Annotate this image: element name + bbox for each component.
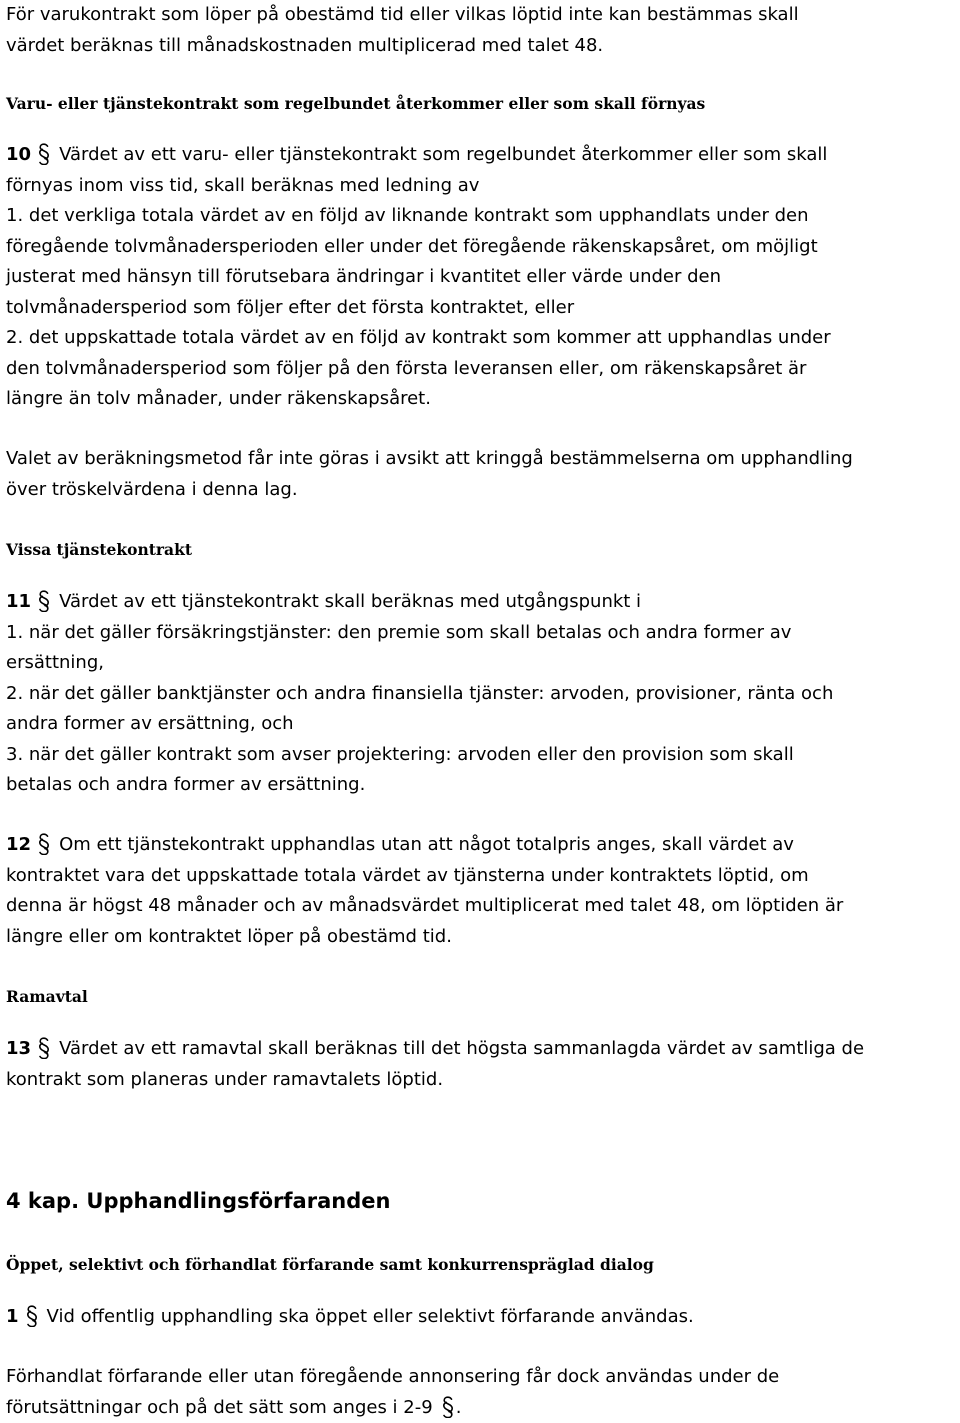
paragraph-number: 12: [6, 834, 31, 855]
text-line: denna är högst 48 månader och av månadsvärdet multiplicerat med talet 48, om löptiden är: [6, 891, 843, 922]
text-line: [6, 1393, 779, 1423]
paragraph-first-line: [6, 587, 833, 618]
closing-period: .: [456, 1397, 462, 1418]
text-line: andra former av ersättning, och: [6, 709, 833, 740]
text-line: föregående tolvmånadersperioden eller under det föregående räkenskapsåret, om möjligt: [6, 232, 831, 263]
paragraph-text: Om ett tjänstekontrakt upphandlas utan att något totalpris anges, skall värdet av: [59, 834, 794, 855]
paragraph-first-line: [6, 830, 843, 861]
text-line: kontraktet vara det uppskattade totala värdet av tjänsterna under kontraktets löptid, om: [6, 861, 843, 892]
paragraph-number: 10: [6, 144, 31, 165]
paragraph-text: Vid offentlig upphandling ska öppet eller selektivt förfarande användas.: [47, 1306, 694, 1327]
paragraph-number: 11: [6, 591, 31, 612]
intro-paragraph: [6, 0, 799, 61]
section-sign-icon: [37, 833, 51, 855]
paragraph-first-line: [6, 1302, 694, 1333]
text-line: justerat med hänsyn till förutsebara ändringar i kvantitet eller värde under den: [6, 262, 831, 293]
section-sign-icon: [441, 1396, 455, 1418]
text-line: längre eller om kontraktet löper på obestämd tid.: [6, 922, 843, 953]
chapter-number: 4 kap.: [6, 1189, 79, 1213]
paragraph-11: [6, 587, 833, 801]
paragraph-13: [6, 1034, 864, 1095]
paragraph-first-line: [6, 1034, 864, 1065]
chapter-heading: [6, 1186, 390, 1217]
closing-text: förutsättningar och på det sätt som anges i 2-9: [6, 1397, 433, 1418]
text-line: För varukontrakt som löper på obestämd tid eller vilkas löptid inte kan bestämmas skall: [6, 0, 799, 31]
text-line: förnyas inom viss tid, skall beräknas med ledning av: [6, 171, 831, 202]
chapter-title: Upphandlingsförfaranden: [86, 1189, 390, 1213]
chapter-subheading: Öppet, selektivt och förhandlat förfarande samt konkurrenspräglad dialog: [6, 1250, 654, 1281]
text-line: den tolvmånadersperiod som följer på den första leveransen eller, om räkenskapsåret är: [6, 354, 831, 385]
text-line: 1. det verkliga totala värdet av en följd av liknande kontrakt som upphandlats under den: [6, 201, 831, 232]
section-heading-framework: Ramavtal: [6, 982, 88, 1013]
section-sign-icon: [37, 590, 51, 612]
section-heading-services: Vissa tjänstekontrakt: [6, 535, 192, 566]
paragraph-first-line: [6, 140, 831, 171]
paragraph-10: [6, 140, 831, 415]
calculation-method-note: [6, 444, 853, 505]
text-line: Valet av beräkningsmetod får inte göras i avsikt att kringgå bestämmelserna om upphandling: [6, 444, 853, 475]
paragraph-number: 1: [6, 1306, 19, 1327]
text-line: Förhandlat förfarande eller utan föregående annonsering får dock användas under de: [6, 1362, 779, 1393]
text-line: 2. det uppskattade totala värdet av en följd av kontrakt som kommer att upphandlas under: [6, 323, 831, 354]
text-line: tolvmånadersperiod som följer efter det första kontraktet, eller: [6, 293, 831, 324]
chapter4-paragraph-1: [6, 1302, 694, 1333]
paragraph-text: Värdet av ett tjänstekontrakt skall beräknas med utgångspunkt i: [59, 591, 641, 612]
section-heading-recurring: Varu- eller tjänstekontrakt som regelbundet återkommer eller som skall förnyas: [6, 89, 705, 120]
section-sign-icon: [25, 1305, 39, 1327]
text-line: värdet beräknas till månadskostnaden multiplicerad med talet 48.: [6, 31, 799, 62]
text-line: kontrakt som planeras under ramavtalets löptid.: [6, 1065, 864, 1096]
paragraph-text: Värdet av ett varu- eller tjänstekontrakt som regelbundet återkommer eller som skall: [59, 144, 827, 165]
text-line: 3. när det gäller kontrakt som avser projektering: arvoden eller den provision som skall: [6, 740, 833, 771]
text-line: 2. när det gäller banktjänster och andra finansiella tjänster: arvoden, provisioner, ränta och: [6, 679, 833, 710]
paragraph-12: [6, 830, 843, 952]
text-line: ersättning,: [6, 648, 833, 679]
section-sign-icon: [37, 143, 51, 165]
text-line: 1. när det gäller försäkringstjänster: den premie som skall betalas och andra former av: [6, 618, 833, 649]
paragraph-number: 13: [6, 1038, 31, 1059]
section-sign-icon: [37, 1037, 51, 1059]
closing-paragraph: [6, 1362, 779, 1423]
text-line: längre än tolv månader, under räkenskapsåret.: [6, 384, 831, 415]
paragraph-text: Värdet av ett ramavtal skall beräknas till det högsta sammanlagda värdet av samtliga de: [59, 1038, 864, 1059]
text-line: över tröskelvärdena i denna lag.: [6, 475, 853, 506]
text-line: betalas och andra former av ersättning.: [6, 770, 833, 801]
